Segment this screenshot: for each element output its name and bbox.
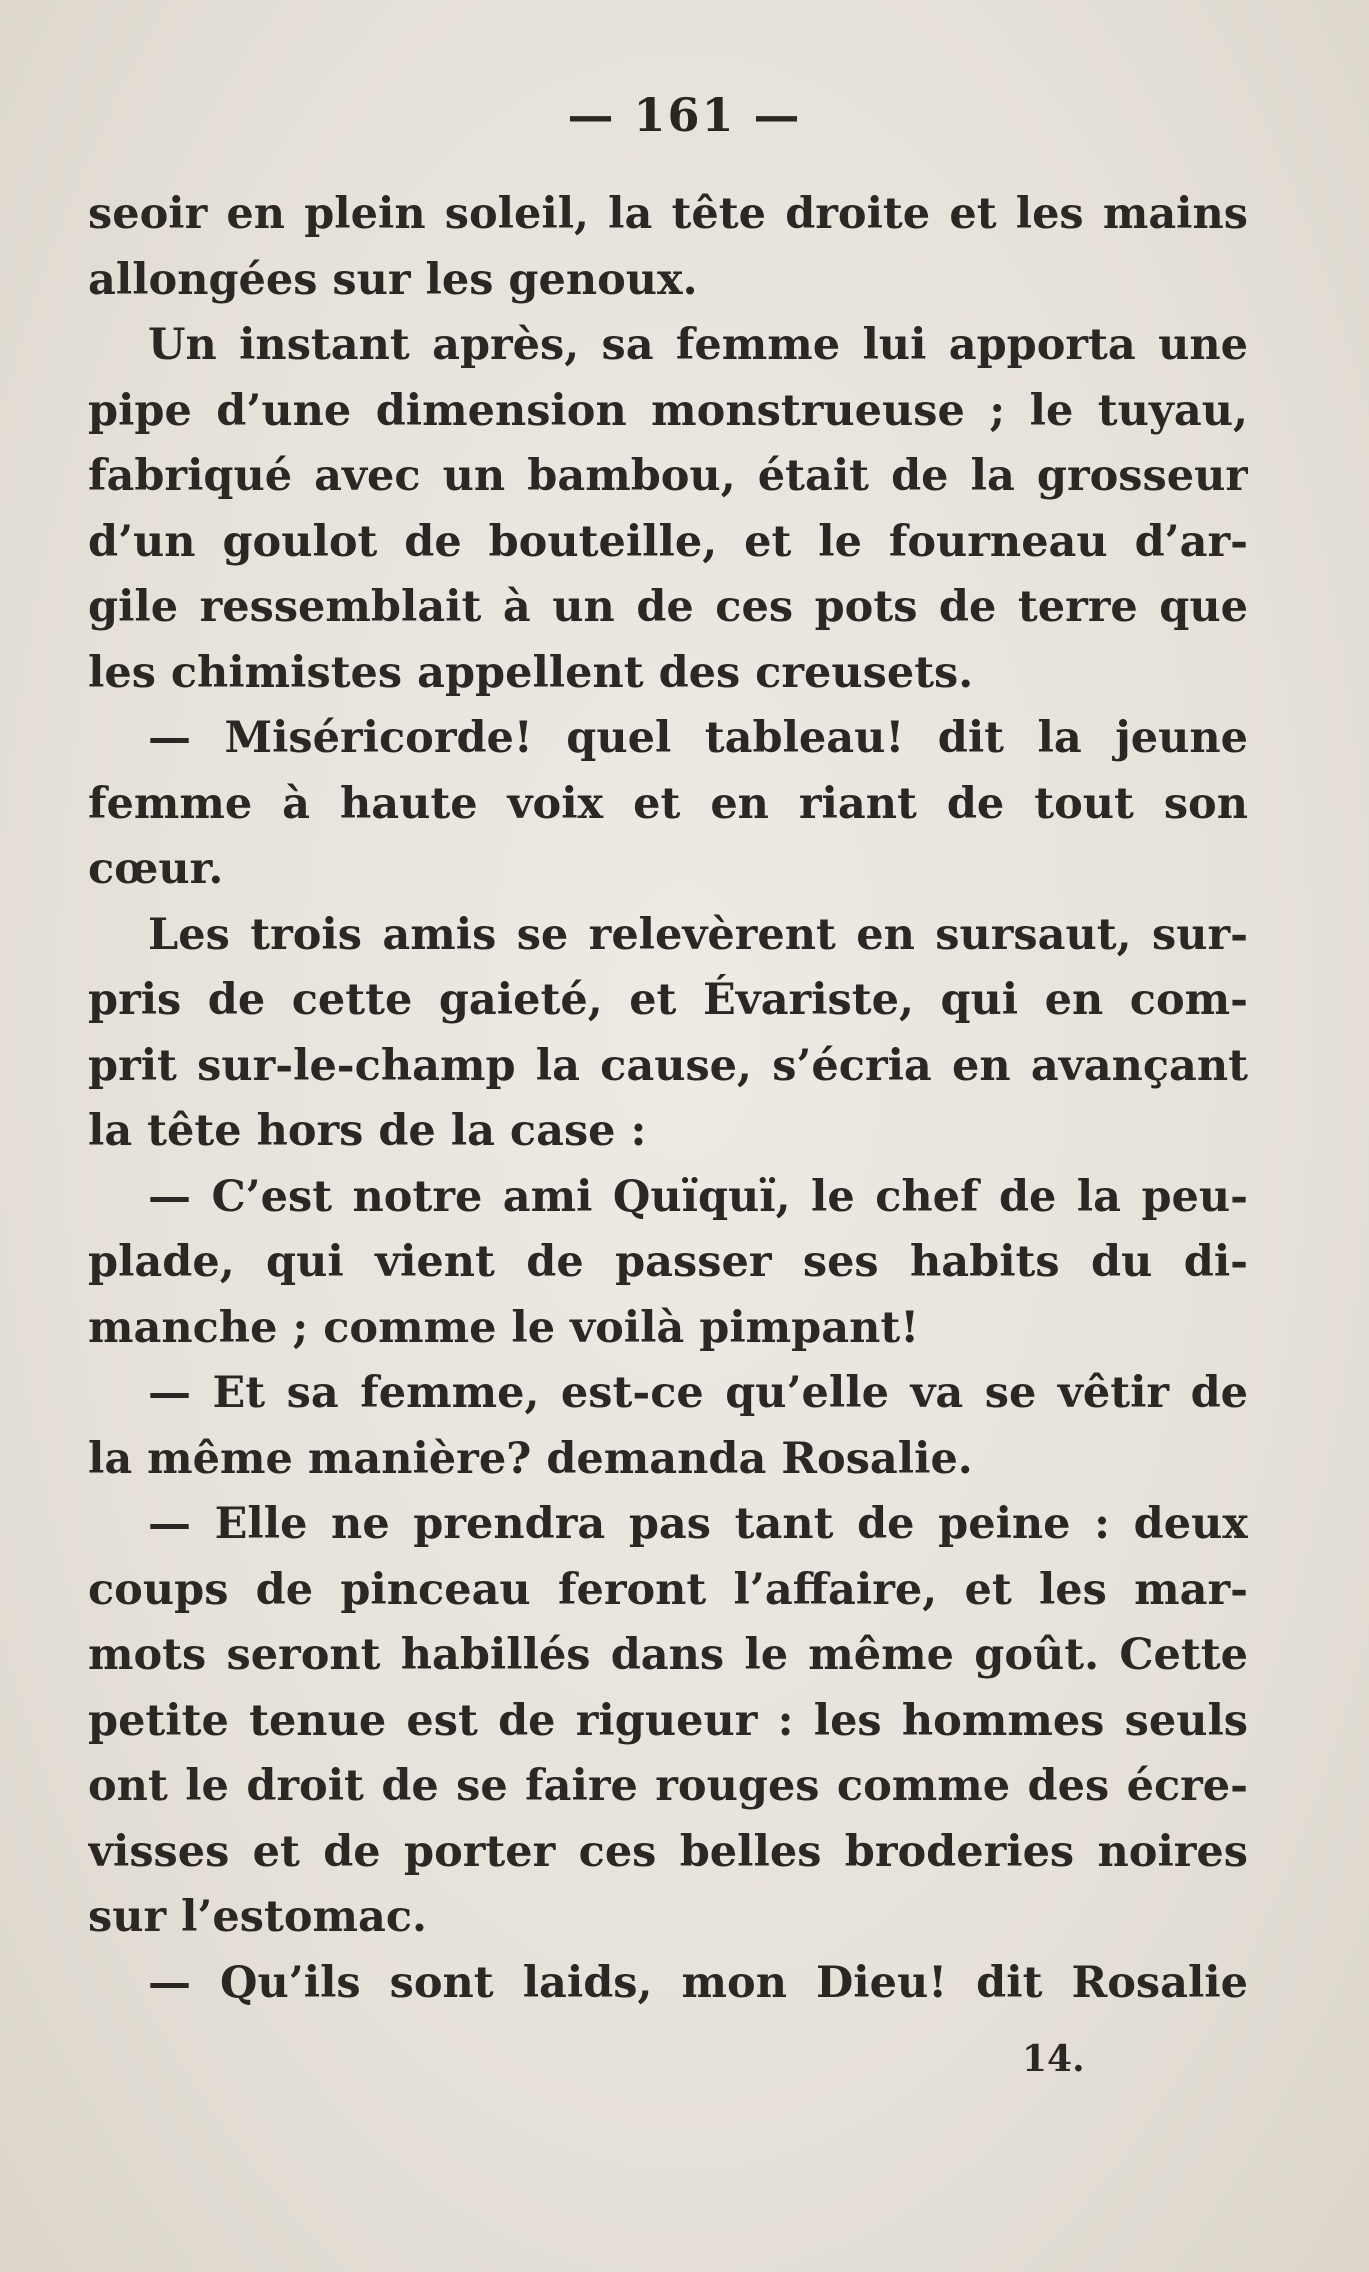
text-line: coups de pinceau feront l’affaire, et les mar- <box>88 1564 1248 1615</box>
text-line: pris de cette gaieté, et Évariste, qui en com- <box>88 975 1248 1025</box>
text-line: petite tenue est de rigueur : les hommes seuls <box>88 1695 1248 1746</box>
text-line: d’un goulot de bouteille, et le fourneau d’ar- <box>88 516 1248 567</box>
page-number: — 161 — <box>567 88 802 142</box>
text-line: ont le droit de se faire rouges comme des écre- <box>88 1761 1248 1811</box>
text-line: Un instant après, sa femme lui apporta une <box>148 320 1248 370</box>
text-line: allongées sur les genoux. <box>88 254 698 305</box>
text-line: fabriqué avec un bambou, était de la grosseur <box>88 451 1248 501</box>
text-line: seoir en plein soleil, la tête droite et les mains <box>88 189 1248 239</box>
text-line: la même manière? demanda Rosalie. <box>88 1433 973 1484</box>
text-line: — Elle ne prendra pas tant de peine : deux <box>148 1499 1248 1549</box>
text-line: la tête hors de la case : <box>88 1106 647 1156</box>
text-line: manche ; comme le voilà pimpant! <box>88 1302 920 1353</box>
text-line: — Qu’ils sont laids, mon Dieu! dit Rosalie <box>148 1957 1248 2008</box>
signature-mark: 14. <box>1022 2038 1085 2080</box>
text-line: — Miséricorde! quel tableau! dit la jeune <box>148 713 1248 763</box>
text-line: gile ressemblait à un de ces pots de terre que <box>88 582 1248 632</box>
text-line: cœur. <box>88 844 224 894</box>
text-line: prit sur-le-champ la cause, s’écria en avançant <box>88 1040 1248 1091</box>
text-line: Les trois amis se relevèrent en sursaut, sur- <box>148 909 1248 960</box>
text-line: plade, qui vient de passer ses habits du di- <box>88 1237 1248 1287</box>
text-line: mots seront habillés dans le même goût. Cette <box>88 1630 1248 1680</box>
text-line: visses et de porter ces belles broderies noires <box>88 1826 1248 1877</box>
body-text <box>88 182 1248 2016</box>
text-line: — Et sa femme, est-ce qu’elle va se vêtir de <box>148 1368 1248 1418</box>
text-line: — C’est notre ami Quïquï, le chef de la peu- <box>148 1171 1248 1222</box>
text-line: les chimistes appellent des creusets. <box>88 647 974 698</box>
text-line: sur l’estomac. <box>88 1892 428 1942</box>
text-line: femme à haute voix et en riant de tout son <box>88 778 1248 829</box>
text-line: pipe d’une dimension monstrueuse ; le tuyau, <box>88 385 1248 436</box>
